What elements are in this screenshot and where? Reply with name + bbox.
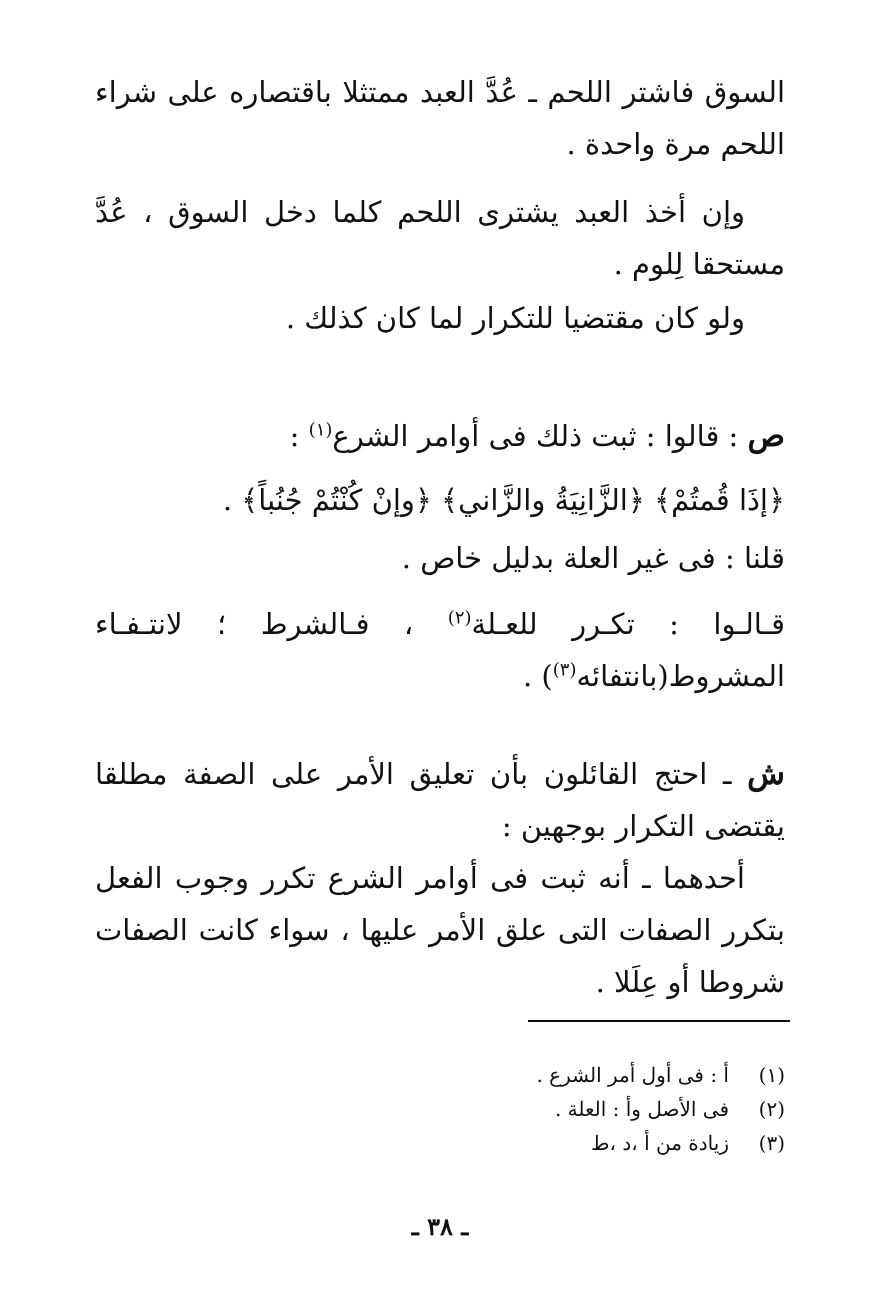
quran-quotes-line: ﴿إذَا قُمتُمْ﴾ ﴿الزَّانِيَةُ والزَّاني﴾ ﴿وإنْ كُنْتُمْ جُنُباً﴾ . <box>222 483 785 517</box>
footnote-text: أ : فى أول أمر الشرع . <box>536 1063 729 1087</box>
footnote-1 <box>536 1058 785 1092</box>
footnote-number: (١) <box>758 1063 785 1087</box>
text-section-line-4 <box>95 598 785 702</box>
commentary-intro-text: ـ احتج القائلون بأن تعليق الأمر على الصفة مطلقا يقتضى التكرار بوجهين : <box>95 757 785 843</box>
footnote-2 <box>536 1092 785 1126</box>
footnote-text: فى الأصل وأ : العلة . <box>554 1097 729 1121</box>
footnote-ref-2: (٢) <box>447 607 472 629</box>
paragraph-1: السوق فاشتر اللحم ـ عُدَّ العبد ممتثلا باقتصاره على شراء اللحم مرة واحدة . <box>95 75 785 161</box>
text-line-4: قـالـوا : تكـرر للعـلة <box>471 607 785 641</box>
text-section-line-1 <box>290 410 785 462</box>
commentary-point-1: أحدهما ـ أنه ثبت فى أوامر الشرع تكرر وجوب الفعل بتكرر الصفات التى علق الأمر عليها ، سواء كانت الصفات شروطا أو عِلَلا . <box>95 861 785 999</box>
footnote-3 <box>536 1126 785 1160</box>
section-key-shin: ش <box>747 756 785 792</box>
text-line-1: : قالوا : ثبت ذلك فى أوامر الشرع <box>332 419 739 453</box>
footnotes <box>536 1058 785 1160</box>
paragraph-3: ولو كان مقتضيا للتكرار لما كان كذلك . <box>285 301 745 335</box>
text-line-1-end: : <box>289 419 309 453</box>
text-line-4-end: ، فـالشرط ؛ لانتـفـاء المشروط(بانتفائه <box>95 607 785 693</box>
footnote-ref-1: (١) <box>308 419 333 441</box>
text-section-line-3: قلنا : فى غير العلة بدليل خاص . <box>401 541 785 575</box>
page-number: ـ ٣٨ ـ <box>411 1212 469 1241</box>
footnote-ref-3: (٣) <box>552 659 577 681</box>
commentary-intro <box>95 748 785 852</box>
footnote-text: زيادة من أ ،د ،ط <box>591 1131 729 1155</box>
footnote-divider <box>528 1020 790 1022</box>
paragraph-2: وإن أخذ العبد يشترى اللحم كلما دخل السوق ، عُدَّ مستحقا لِلوم . <box>95 195 785 281</box>
footnote-number: (٣) <box>758 1131 785 1155</box>
footnote-number: (٢) <box>758 1097 785 1121</box>
text-line-4-close: ) . <box>522 659 553 693</box>
section-key-sad: ص <box>747 418 785 454</box>
